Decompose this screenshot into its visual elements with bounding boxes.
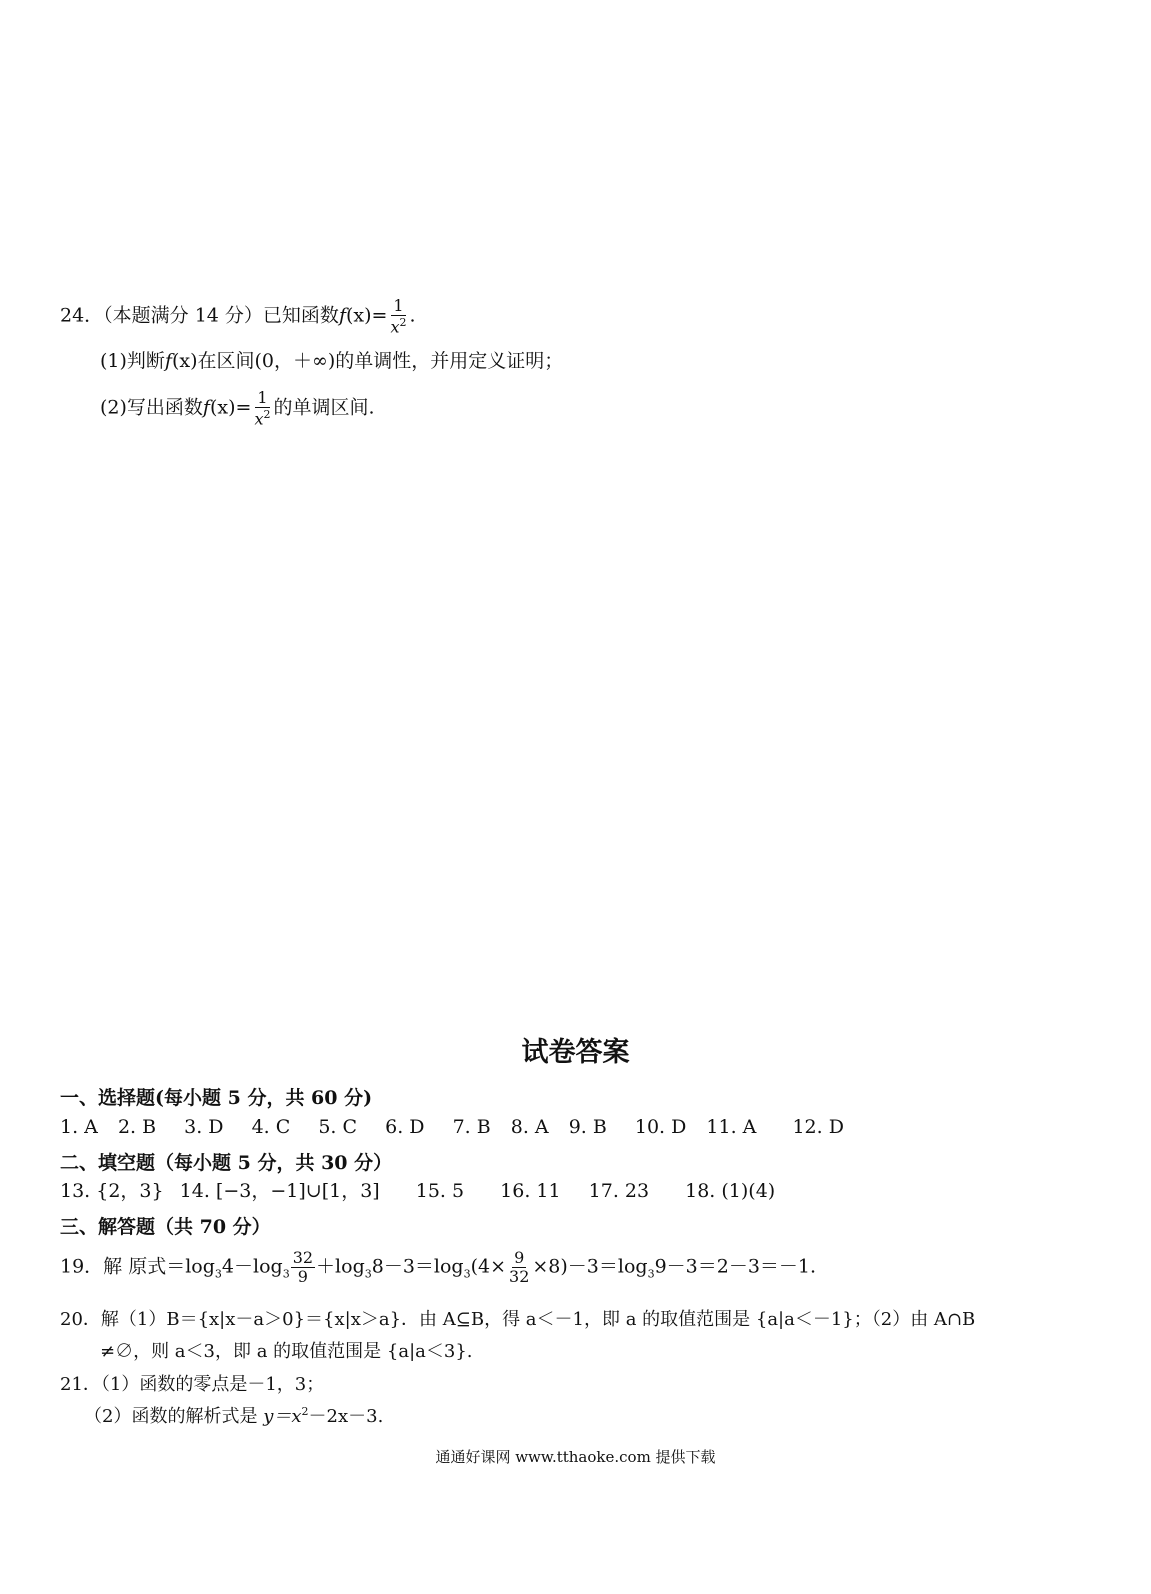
answer-item: 3. D	[184, 1116, 224, 1138]
footer-source: 通通好课网 www.tthaoke.com 提供下载	[435, 1448, 716, 1466]
answer-21-line2: （2）函数的解析式是 $y=x^2-2x-3$.	[84, 1405, 384, 1427]
answer-item: 1. A	[60, 1116, 98, 1138]
answer-item: 14. [−3，−1]∪[1，3]	[179, 1180, 380, 1202]
answer-item: 10. D	[634, 1116, 687, 1138]
q24-statement: 24．（本题满分 14 分）已知函数f(x)= $\frac{1}{x^2}$ .	[60, 296, 416, 337]
q24-fraction: $\frac{1}{x^2}$	[390, 296, 407, 337]
answer-item: 9. B	[568, 1116, 607, 1138]
answer-item: 13. {2，3}	[60, 1180, 164, 1202]
answer-item: 12. D	[792, 1116, 844, 1138]
section-choice-answers	[60, 1116, 844, 1139]
answer-item: 6. D	[385, 1116, 425, 1138]
answer-item: 18. (1)(4)	[685, 1180, 776, 1202]
q24-part2: (2)写出函数f(x)= $\frac{1}{x^2}$ 的单调区间.	[100, 388, 375, 429]
answer-item: 16. 11	[500, 1180, 561, 1202]
answer-20-line1: 20．解（1）B＝{x|x－a＞0}＝{x|x＞a}．由 A⊆B，得 a＜－1，即 a 的取值范围是 {a|a＜－1}；（2）由 A∩B	[60, 1309, 976, 1330]
section-solve-title: 三、解答题（共 70 分）	[60, 1216, 271, 1238]
fraction-32-9: $\frac{32}{9}$	[292, 1248, 314, 1286]
q24-part1: (1)判断f(x)在区间(0，＋∞)的单调性，并用定义证明；	[100, 350, 564, 372]
section-choice-title: 一、选择题(每小题 5 分，共 60 分)	[60, 1087, 373, 1109]
answer-item: 7. B	[452, 1116, 491, 1138]
answer-item: 15. 5	[415, 1180, 465, 1202]
answer-20-line2: ≠∅，则 a＜3，即 a 的取值范围是 {a|a＜3}.	[100, 1341, 473, 1362]
answer-item: 5. C	[318, 1116, 358, 1138]
fraction-9-32: $\frac{9}{32}$	[509, 1248, 530, 1286]
answer-item: 17. 23	[588, 1180, 650, 1202]
q24-part2-fraction: $\frac{1}{x^2}$	[254, 388, 271, 429]
answer-item: 8. A	[510, 1116, 549, 1138]
answers-title: 试卷答案	[521, 1037, 630, 1068]
answer-item: 11. A	[706, 1116, 757, 1138]
answer-item: 4. C	[251, 1116, 291, 1138]
section-fill-answers	[60, 1180, 775, 1203]
answer-item: 2. B	[117, 1116, 157, 1138]
answer-19: 19．解 原式$=\log_34-\log_3$ $\frac{32}{9}$ $+\log_38-3=\log_3(4\times$ $\frac{9}{32}$ $\times 8)-3=\log_39-3=2-3=-1$.	[60, 1248, 817, 1286]
section-fill-title: 二、填空题（每小题 5 分，共 30 分）	[60, 1152, 393, 1174]
answer-21-line1: 21．（1）函数的零点是－1，3；	[60, 1374, 325, 1395]
